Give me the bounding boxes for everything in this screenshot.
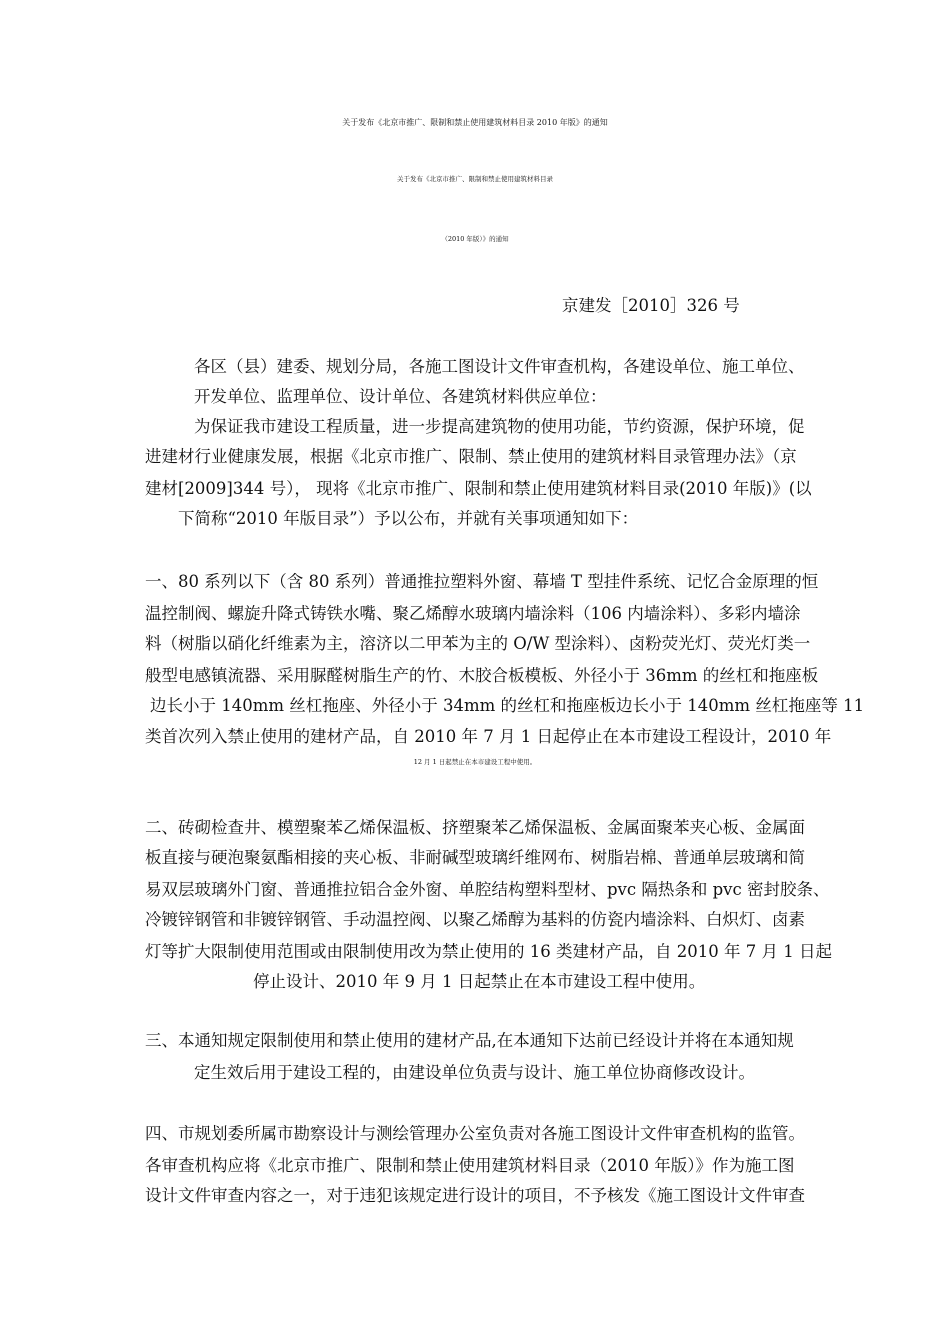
section-2-line-4: 冷镀锌钢管和非镀锌钢管、手动温控阀、以聚乙烯醇为基料的仿瓷内墙涂料、白炽灯、卤素 <box>145 910 805 929</box>
document-number: 京建发［2010］326 号 <box>562 296 740 315</box>
section-1-line-4: 般型电感镇流器、采用脲醛树脂生产的竹、木胶合板模板、外径小于 36mm 的丝杠和拖座板 <box>145 666 819 685</box>
document-subtitle-line-2: （2010 年版）》的通知 <box>441 235 509 243</box>
section-2-line-1: 二、砖砌检查井、模塑聚苯乙烯保温板、挤塑聚苯乙烯保温板、金属面聚苯夹心板、金属面 <box>145 818 805 837</box>
addressee-line-1: 各区（县）建委、规划分局，各施工图设计文件审查机构，各建设单位、施工单位、 <box>194 357 805 376</box>
section-1-line-1: 一、80 系列以下（含 80 系列）普通推拉塑料外窗、幕墙 T 型挂件系统、记忆合金原理的恒 <box>145 572 819 591</box>
intro-line-1: 为保证我市建设工程质量，进一步提高建筑物的使用功能，节约资源，保护环境，促 <box>194 417 805 436</box>
intro-line-4: 下简称“2010 年版目录”）予以公布，并就有关事项通知如下： <box>178 509 639 528</box>
section-4-line-1: 四、市规划委所属市勘察设计与测绘管理办公室负责对各施工图设计文件审查机构的监管。 <box>145 1124 805 1143</box>
intro-line-2: 进建材行业健康发展，根据《北京市推广、限制、禁止使用的建筑材料目录管理办法》（京 <box>145 447 797 466</box>
document-title: 关于发布《北京市推广、限制和禁止使用建筑材料目录 2010 年版》的通知 <box>342 118 608 127</box>
section-1-line-3: 料（树脂以硝化纤维素为主，溶济以二甲苯为主的 O/W 型涂料）、卤粉荧光灯、荧光灯类一 <box>145 634 811 653</box>
section-1-line-5: 边长小于 140mm 丝杠拖座、外径小于 34mm 的丝杠和拖座板边长小于 140mm 丝杠拖座等 11 <box>150 696 865 715</box>
section-4-line-3: 设计文件审查内容之一，对于违犯该规定进行设计的项目，不予核发《施工图设计文件审查 <box>145 1186 805 1205</box>
document-subtitle-line-1: 关于发布《北京市推广、限制和禁止使用建筑材料目录 <box>397 175 553 183</box>
section-2-line-5: 灯等扩大限制使用范围或由限制使用改为禁止使用的 16 类建材产品，自 2010 年 7 月 1 日起 <box>145 942 832 961</box>
section-1-line-2: 温控制阀、螺旋升降式铸铁水嘴、聚乙烯醇水玻璃内墙涂料（106 内墙涂料）、多彩内墙涂 <box>145 604 801 623</box>
intro-line-3: 建材[2009]344 号）， 现将《北京市推广、限制和禁止使用建筑材料目录(2010 年版)》(以 <box>145 479 812 498</box>
section-4-line-2: 各审查机构应将《北京市推广、限制和禁止使用建筑材料目录（2010 年版）》作为施工图 <box>145 1156 795 1175</box>
addressee-line-2: 开发单位、监理单位、设计单位、各建筑材料供应单位： <box>194 387 607 406</box>
section-2-line-2: 板直接与硬泡聚氨酯相接的夹心板、非耐碱型玻璃纤维网布、树脂岩棉、普通单层玻璃和简 <box>145 848 805 867</box>
section-2-line-6: 停止设计、2010 年 9 月 1 日起禁止在本市建设工程中使用。 <box>253 972 706 991</box>
section-1-line-7: 12 月 1 日起禁止在本市建设工程中使用。 <box>413 758 537 766</box>
section-3-line-2: 定生效后用于建设工程的，由建设单位负责与设计、施工单位协商修改设计。 <box>194 1063 755 1082</box>
section-1-line-6: 类首次列入禁止使用的建材产品，自 2010 年 7 月 1 日起停止在本市建设工程设计，2010 年 <box>145 727 832 746</box>
section-2-line-3: 易双层玻璃外门窗、普通推拉铝合金外窗、单腔结构塑料型材、pvc 隔热条和 pvc 密封胶条、 <box>145 880 830 899</box>
section-3-line-1: 三、本通知规定限制使用和禁止使用的建材产品,在本通知下达前已经设计并将在本通知规 <box>145 1031 794 1050</box>
